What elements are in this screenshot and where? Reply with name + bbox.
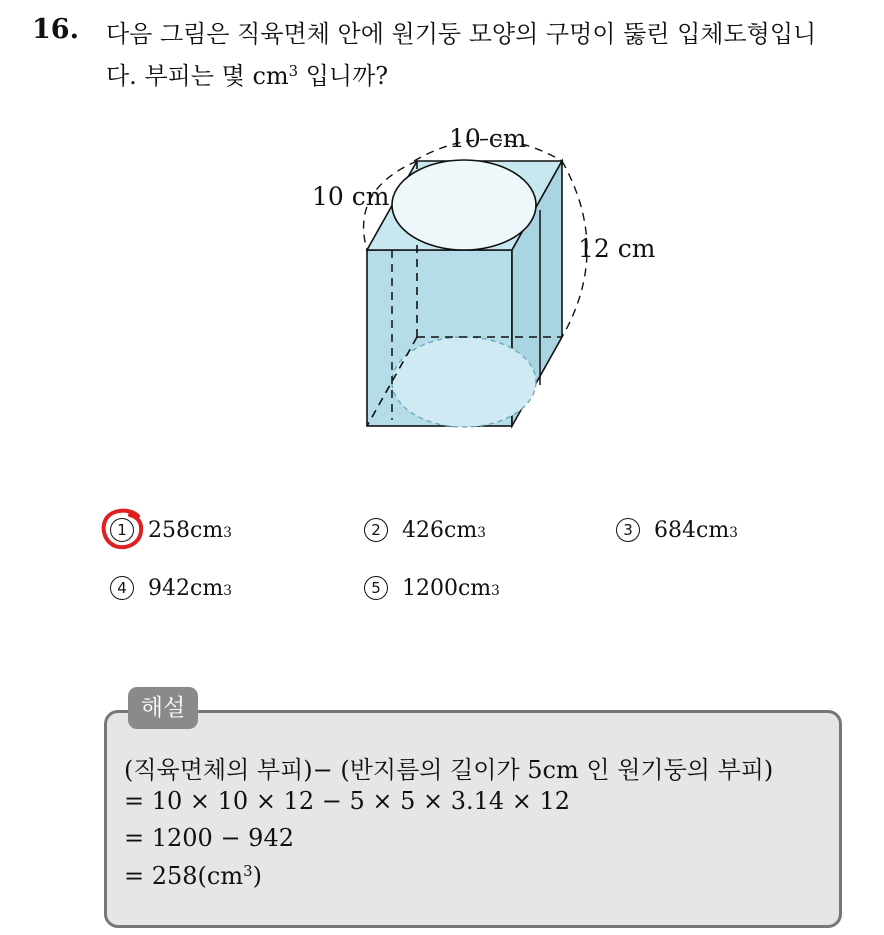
- option-3[interactable]: 3 684cm 3: [616, 518, 738, 544]
- question-text-prefix: 다. 부피는 몇: [106, 62, 253, 90]
- solution-line4-prefix: = 258(cm: [124, 862, 244, 890]
- option-4[interactable]: 4 942cm 3: [110, 576, 232, 602]
- label-right-height: 12 cm: [578, 234, 656, 263]
- option-number-mark: 2: [364, 518, 388, 542]
- bottom-ellipse: [392, 337, 536, 427]
- solution-line4-suffix: ): [252, 862, 262, 890]
- option-number-mark: 1: [110, 518, 134, 542]
- question-text-suffix: 입니까?: [298, 62, 389, 90]
- option-2[interactable]: 2 426cm 3: [364, 518, 486, 544]
- question-number: 16.: [32, 14, 79, 45]
- option-number-mark: 4: [110, 576, 134, 600]
- solution-box: [104, 710, 842, 928]
- label-top-width: 10 cm: [449, 124, 527, 153]
- option-value: 258cm: [148, 518, 224, 543]
- option-1[interactable]: 1 258cm 3: [110, 518, 232, 544]
- answer-circle-mark: [100, 507, 146, 551]
- option-number-mark: 5: [364, 576, 388, 600]
- solution-line3: = 1200 − 942: [124, 824, 294, 852]
- option-value: 942cm: [148, 576, 224, 601]
- solution-badge: 해설: [128, 687, 198, 729]
- question-unit-exponent: 3: [288, 61, 299, 80]
- option-value: 1200cm: [402, 576, 492, 601]
- solution-line1: (직육면체의 부피)− (반지름의 길이가 5cm 인 원기둥의 부피): [124, 756, 774, 784]
- label-left-depth: 10 cm: [312, 182, 390, 211]
- option-number-mark: 3: [616, 518, 640, 542]
- option-5[interactable]: 5 1200cm 3: [364, 576, 500, 602]
- top-ellipse: [392, 160, 536, 250]
- solution-line2: = 10 × 10 × 12 − 5 × 5 × 3.14 × 12: [124, 787, 571, 815]
- solution-line4-exponent: 3: [243, 861, 253, 880]
- question-unit: cm: [252, 62, 289, 90]
- question-text-line1: 다음 그림은 직육면체 안에 원기둥 모양의 구멍이 뚫린 입체도형입니: [106, 20, 817, 48]
- option-value: 426cm: [402, 518, 478, 543]
- option-value: 684cm: [654, 518, 730, 543]
- solution-line4: [124, 862, 262, 890]
